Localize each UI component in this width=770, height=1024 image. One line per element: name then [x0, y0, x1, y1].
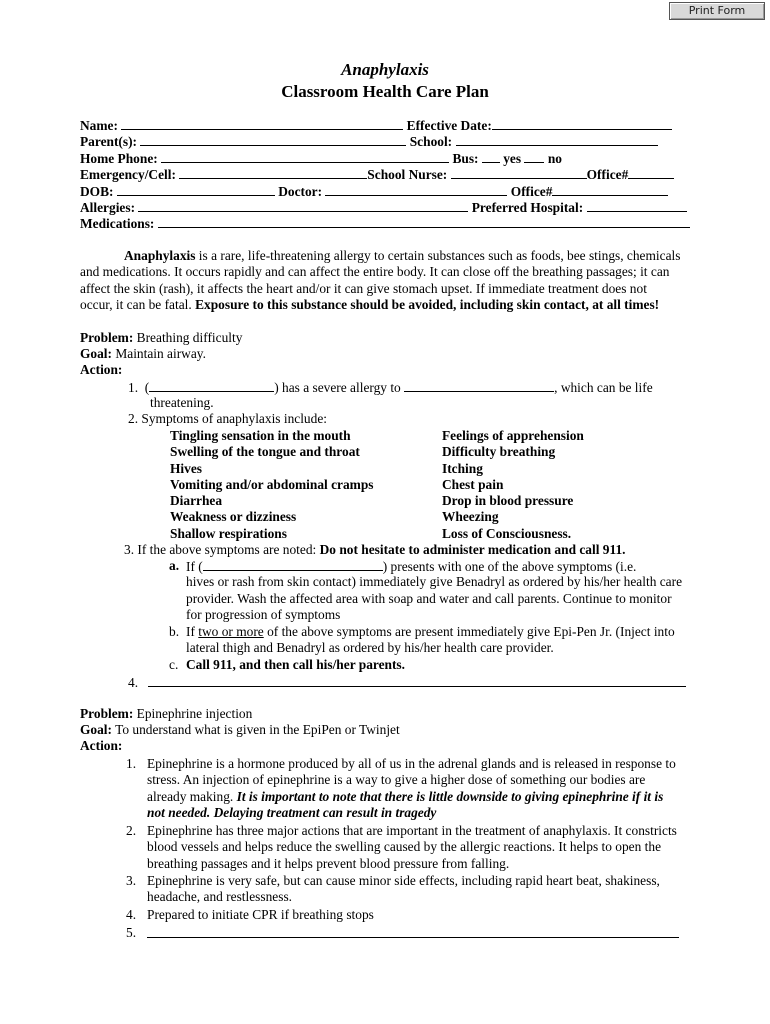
intro-line-2: and medications. It occurs rapidly and can affect the entire body. It can close off the breathing passages; it can: [80, 264, 670, 280]
intro-line-1: is a rare, life-threatening allergy to certain substances such as foods, bee stings, chemicals: [195, 248, 681, 263]
s2-n5: 5.: [126, 925, 137, 940]
s2-n2: 2.: [126, 823, 137, 838]
symptom-right: Itching: [442, 460, 483, 476]
s1-item-1: [128, 379, 653, 396]
bus-no-label: no: [547, 151, 562, 166]
s2-item-4: Prepared to initiate CPR if breathing stops: [147, 907, 374, 922]
s2-item-1-emphasis: It is important to note that there is little downside to giving epinephrine if it is: [236, 788, 664, 804]
s1-item-4-input[interactable]: [148, 674, 686, 687]
symptom-right: Chest pain: [442, 476, 504, 492]
medications-input[interactable]: [158, 215, 690, 228]
s1-b-text-1: If: [186, 624, 199, 639]
symptoms-right-list: [442, 428, 584, 542]
symptom-right: Wheezing: [442, 509, 499, 525]
intro-warning: Exposure to this substance should be avoided, including skin contact, at all times!: [195, 296, 660, 312]
s2-n3: 3.: [126, 873, 137, 888]
symptom-right: Feelings of apprehension: [442, 428, 584, 443]
student-name-input-2[interactable]: [203, 558, 383, 571]
s2-item-1-line-1: Epinephrine is a hormone produced by all of us in the adrenal glands and is released in response to: [147, 756, 676, 771]
s1-a-line-3: provider. Wash the affected area with soap and water and call parents. Continue to monitor: [186, 591, 672, 606]
school-nurse-label: School Nurse:: [367, 167, 448, 182]
s1-item-4-number: 4.: [128, 675, 139, 690]
intro-lead: Anaphylaxis: [124, 248, 196, 263]
s1-goal-text: Maintain airway.: [112, 346, 206, 361]
document-subtitle: Classroom Health Care Plan: [281, 82, 489, 101]
s2-problem-label: Problem:: [80, 706, 134, 721]
s1-c-label: c.: [169, 657, 179, 672]
s2-problem: [80, 706, 252, 722]
s2-item-1-line-3: already making.: [147, 788, 237, 804]
school-input[interactable]: [456, 133, 658, 146]
s2-item-2-line-1: Epinephrine has three major actions that are important in the treatment of anaphylaxis. It constricts: [147, 823, 677, 838]
s1-b-line-2: lateral thigh and Benadryl as ordered by his/her health care provider.: [186, 640, 554, 655]
s1-c-text: Call 911, and then call his/her parents.: [186, 657, 405, 672]
office-label-1: Office#: [586, 167, 629, 182]
symptoms-left-list: [170, 428, 374, 542]
parents-input[interactable]: [140, 133, 406, 146]
office-input-2[interactable]: [552, 183, 668, 196]
s1-item-3-bold: Do not hesitate to administer medication and call 911.: [319, 542, 626, 557]
office-label-2: Office#: [510, 184, 553, 199]
doctor-label: Doctor:: [278, 184, 323, 199]
s2-item-1-line-2: stress. An injection of epinephrine is a way to give a higher dose of something our bodies are: [147, 772, 646, 788]
symptom-left: Weakness or dizziness: [170, 509, 297, 525]
s2-item-5: [147, 925, 679, 942]
s2-goal: [80, 722, 400, 738]
s1-item-4: [128, 674, 686, 691]
intro-paragraph: [80, 248, 680, 313]
s2-problem-text: Epinephrine injection: [133, 706, 253, 721]
s2-item-2: [147, 823, 677, 872]
preferred-hospital-label: Preferred Hospital:: [471, 200, 584, 215]
symptom-left: Hives: [170, 460, 202, 476]
s1-item-1-cont: threatening.: [150, 395, 214, 410]
s1-b-text-2: of the above symptoms are present immediately give Epi-Pen Jr. (Inject into: [263, 624, 675, 639]
effective-date-label: Effective Date:: [406, 118, 492, 133]
s1-b-line-1: [186, 624, 675, 640]
dob-row: [80, 183, 668, 200]
s2-item-3-line-1: Epinephrine is very safe, but can cause minor side effects, including rapid heart beat, shakiness,: [147, 873, 660, 888]
effective-date-input[interactable]: [492, 117, 672, 130]
print-form-button[interactable]: Print Form: [669, 2, 765, 20]
school-nurse-input[interactable]: [451, 166, 587, 179]
symptom-left: Vomiting and/or abdominal cramps: [170, 476, 374, 492]
parents-label: Parent(s):: [80, 134, 138, 149]
s1-a-text: ) presents with one of the above symptoms (i.e.: [382, 559, 637, 574]
symptom-left: Tingling sensation in the mouth: [170, 428, 351, 443]
intro-line-4: occur, it can be fatal.: [80, 296, 196, 312]
s1-b-underline: two or more: [198, 624, 264, 639]
s2-n4: 4.: [126, 907, 137, 922]
name-input[interactable]: [121, 117, 403, 130]
s2-item-2-line-2: blood vessels and helps reduce the swelling caused by the allergic reactions. It helps to open the: [147, 839, 662, 855]
s2-item-1-line-4: not needed. Delaying treatment can result in tragedy: [147, 804, 437, 820]
s1-goal: [80, 346, 206, 362]
s2-item-2-line-3: breathing passages and it helps prevent blood pressure from falling.: [147, 855, 510, 871]
office-input-1[interactable]: [628, 166, 674, 179]
s2-item-3: [147, 873, 660, 906]
s1-a-line-4: for progression of symptoms: [186, 607, 341, 622]
symptom-right: Drop in blood pressure: [442, 493, 574, 509]
s1-item-3: [124, 542, 625, 558]
doctor-input[interactable]: [325, 183, 507, 196]
bus-yes-input[interactable]: [482, 150, 500, 163]
school-label: School:: [409, 134, 453, 149]
home-phone-label: Home Phone:: [80, 151, 158, 166]
dob-input[interactable]: [117, 183, 275, 196]
s1-problem: [80, 330, 242, 346]
symptom-right: Difficulty breathing: [442, 444, 556, 460]
s2-n1: 1.: [126, 756, 137, 771]
parents-row: [80, 133, 658, 150]
s2-item-5-input[interactable]: [147, 925, 679, 938]
s1-a-open: If (: [186, 559, 203, 574]
symptom-left: Swelling of the tongue and throat: [170, 444, 360, 460]
allergies-label: Allergies:: [80, 200, 136, 215]
symptom-left: Diarrhea: [170, 493, 223, 509]
s1-item-2: 2. Symptoms of anaphylaxis include:: [128, 411, 327, 426]
intro-line-3: affect the skin (rash), it affects the heart and/or it can give stomach upset. If immediate treatment does not: [80, 280, 647, 296]
medications-row: [80, 215, 690, 232]
medications-label: Medications:: [80, 216, 155, 231]
s1-problem-text: Breathing difficulty: [133, 330, 243, 345]
s1-action-label: Action:: [80, 362, 123, 377]
emergency-row: [80, 166, 674, 183]
bus-yes-label: yes: [503, 151, 522, 166]
s1-b-label: b.: [169, 624, 180, 639]
home-phone-input[interactable]: [161, 150, 449, 163]
allergen-input[interactable]: [404, 379, 554, 392]
s2-item-1: [147, 756, 676, 821]
s1-item-1-tail: , which can be life: [554, 380, 653, 395]
preferred-hospital-input[interactable]: [587, 199, 687, 212]
s2-goal-text: To understand what is given in the EpiPen or Twinjet: [112, 722, 400, 737]
s1-item-3-text: 3. If the above symptoms are noted:: [124, 542, 320, 557]
symptom-left: Shallow respirations: [170, 525, 287, 541]
allergies-row: [80, 199, 687, 216]
document-title: Anaphylaxis: [341, 60, 429, 79]
symptom-right: Loss of Consciousness.: [442, 525, 572, 541]
bus-no-input[interactable]: [524, 150, 544, 163]
allergies-input[interactable]: [138, 199, 468, 212]
s1-a-label: a.: [169, 558, 180, 573]
s1-item-1-text: ) has a severe allergy to: [274, 380, 401, 395]
emergency-cell-label: Emergency/Cell:: [80, 167, 176, 182]
bus-label: Bus:: [452, 151, 479, 166]
home-phone-row: [80, 150, 562, 167]
s2-item-3-line-2: headache, and restlessness.: [147, 889, 293, 905]
emergency-cell-input[interactable]: [179, 166, 367, 179]
dob-label: DOB:: [80, 184, 114, 199]
name-row: [80, 117, 672, 134]
s2-goal-label: Goal:: [80, 722, 112, 737]
name-label: Name:: [80, 118, 118, 133]
s1-problem-label: Problem:: [80, 330, 134, 345]
s1-goal-label: Goal:: [80, 346, 112, 361]
s1-a-line-1: [186, 558, 636, 575]
student-name-input-1[interactable]: [149, 379, 274, 392]
s1-item-1-number: 1.: [128, 380, 139, 395]
s1-a-line-2: hives or rash from skin contact) immediately give Benadryl as ordered by his/her health care: [186, 574, 683, 589]
s1-item-1-open: (: [144, 380, 150, 395]
s2-action-label: Action:: [80, 738, 123, 753]
